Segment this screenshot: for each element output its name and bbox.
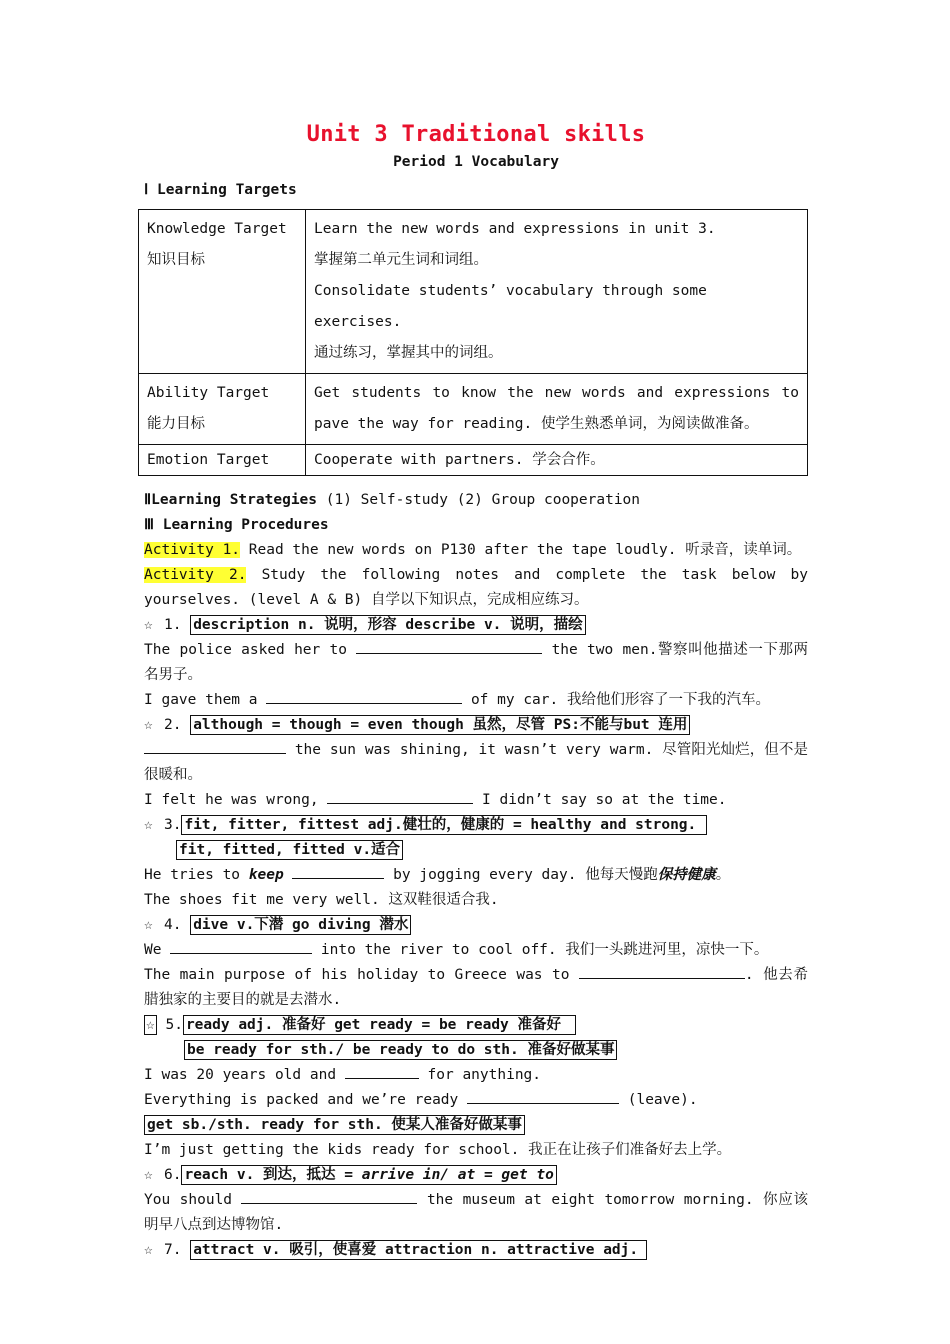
strategies-line: ⅡLearning Strategies (1) Self-study (2) Group cooperation <box>144 492 641 508</box>
note-box: get sb./sth. ready for sth. 使某人准备好做某事 <box>144 1115 525 1135</box>
item-6-header: ☆ 6. reach v. 到达，抵达 = arrive in/ at = get to <box>144 1163 808 1188</box>
page-title: Unit 3 Traditional skills <box>306 122 646 147</box>
exercise-sentence: He tries to keep by jogging every day. 他每天慢跑保持健康。 <box>144 863 808 888</box>
page-subtitle: Period 1 Vocabulary <box>393 154 559 170</box>
answer-blank[interactable] <box>345 1063 419 1079</box>
table-cell-content: Learn the new words and expressions in unit 3. 掌握第二单元生词和词组。 Consolidate students’ vocabulary through some exercises. 通过练习，掌握其中的词组。 <box>306 210 808 374</box>
item-7-header: ☆ 7. attract v. 吸引，使喜爱 attraction n. attractive adj. <box>144 1238 808 1263</box>
item-1-header: ☆ 1. description n. 说明，形容 describe v. 说明，描绘 <box>144 613 808 638</box>
star-icon: ☆ <box>146 1017 155 1033</box>
activity-1: Activity 1. Read the new words on P130 after the tape loudly. 听录音，读单词。 <box>144 542 802 558</box>
table-row <box>139 445 808 476</box>
exercise-sentence: I gave them a of my car. 我给他们形容了一下我的汽车。 <box>144 688 808 713</box>
exercise-sentence: The police asked her to the two men.警察叫他描述一下那两名男子。 <box>144 638 808 688</box>
item-5-header: ☆ 5. ready adj. 准备好 get ready = be ready 准备好 <box>144 1013 808 1038</box>
star-icon: ☆ <box>144 1167 153 1183</box>
table-cell-content: Get students to know the new words and expressions to pave the way for reading. 使学生熟悉单词，为阅读做准备。 <box>306 374 808 445</box>
table-cell-label: Knowledge Target 知识目标 <box>139 210 306 374</box>
note-box: reach v. 到达，抵达 = arrive in/ at = get to <box>181 1165 556 1185</box>
answer-blank[interactable] <box>327 788 473 804</box>
table-cell-label: Emotion Target <box>139 445 306 476</box>
item-5-note <box>144 1113 808 1138</box>
table-row <box>139 210 808 374</box>
section-heading-procedures: Ⅲ Learning Procedures <box>144 517 329 533</box>
answer-blank[interactable] <box>356 638 542 654</box>
answer-blank[interactable] <box>241 1188 417 1204</box>
targets-table <box>138 209 808 476</box>
section-heading-targets: Ⅰ Learning Targets <box>144 182 297 198</box>
star-icon: ☆ <box>144 817 153 833</box>
table-cell-label: Ability Target 能力目标 <box>139 374 306 445</box>
answer-blank[interactable] <box>579 963 745 979</box>
exercise-sentence: the sun was shining, it wasn’t very warm. 尽管阳光灿烂，但不是很暖和。 <box>144 738 808 788</box>
exercise-sentence: Everything is packed and we’re ready (leave). <box>144 1088 808 1113</box>
exercise-sentence: The shoes fit me very well. 这双鞋很适合我. <box>144 892 499 908</box>
activity-2: Activity 2. Study the following notes and complete the task below by yourselves. (level A & B) 自学以下知识点，完成相应练习。 <box>144 567 808 608</box>
item-5-subheader <box>144 1038 808 1063</box>
note-box: be ready for sth./ be ready to do sth. 准备好做某事 <box>184 1040 617 1060</box>
exercise-sentence: I felt he was wrong, I didn’t say so at the time. <box>144 788 808 813</box>
exercise-sentence: You should the museum at eight tomorrow morning. 你应该明早八点到达博物馆. <box>144 1188 808 1238</box>
note-box: attract v. 吸引，使喜爱 attraction n. attractive adj. <box>190 1240 647 1260</box>
item-4-header: ☆ 4. dive v.下潜 go diving 潜水 <box>144 913 808 938</box>
star-icon: ☆ <box>144 717 153 733</box>
item-3-header: ☆ 3. fit, fitter, fittest adj.健壮的，健康的 = healthy and strong. <box>144 813 808 838</box>
star-icon: ☆ <box>144 617 153 633</box>
note-box: dive v.下潜 go diving 潜水 <box>190 915 411 935</box>
exercise-sentence: I was 20 years old and for anything. <box>144 1063 808 1088</box>
note-box: description n. 说明，形容 describe v. 说明，描绘 <box>190 615 585 635</box>
activity-label: Activity 2. <box>144 567 247 583</box>
item-2-header: ☆ 2. although = though = even though 虽然，尽管 PS:不能与but 连用 <box>144 713 808 738</box>
table-cell-content: Cooperate with partners. 学会合作。 <box>306 445 808 476</box>
table-row <box>139 374 808 445</box>
star-icon: ☆ <box>144 917 153 933</box>
answer-blank[interactable] <box>266 688 462 704</box>
answer-blank[interactable] <box>170 938 312 954</box>
exercise-sentence: We into the river to cool off. 我们一头跳进河里，凉快一下。 <box>144 938 808 963</box>
answer-blank[interactable] <box>144 738 286 754</box>
star-icon: ☆ <box>144 1242 153 1258</box>
answer-blank[interactable] <box>467 1088 619 1104</box>
note-box: ready adj. 准备好 get ready = be ready 准备好 <box>183 1015 576 1035</box>
exercise-sentence: The main purpose of his holiday to Greece was to . 他去希腊独家的主要目的就是去潜水. <box>144 963 808 1013</box>
document-page <box>144 118 808 1263</box>
note-box: fit, fitted, fitted v.适合 <box>176 840 403 860</box>
item-3-subheader <box>144 838 808 863</box>
answer-blank[interactable] <box>292 863 384 879</box>
exercise-sentence: I’m just getting the kids ready for school. 我正在让孩子们准备好去上学。 <box>144 1142 732 1158</box>
note-box: fit, fitter, fittest adj.健壮的，健康的 = healthy and strong. <box>181 815 707 835</box>
activity-label: Activity 1. <box>144 542 241 558</box>
note-box: although = though = even though 虽然，尽管 PS:不能与but 连用 <box>190 715 690 735</box>
